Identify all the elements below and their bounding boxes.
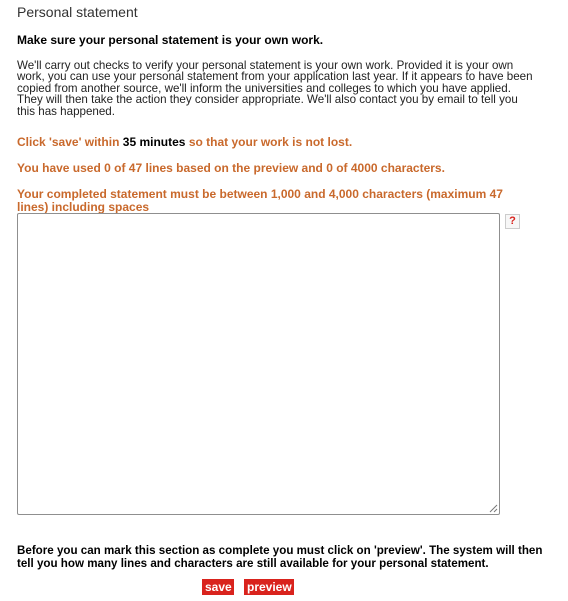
own-work-explanation: We'll carry out checks to verify your personal statement is your own work. Provided it is your own work, you can use your personal statement from your application last year. If it appears to have been copied from another source, we'll inform the universities and colleges to which you have applied. They will then take the action they consider appropriate. We'll also contact you by email to tell you this has happened. <box>17 59 533 118</box>
save-timer-notice <box>17 135 352 149</box>
personal-statement-textarea[interactable] <box>17 213 500 515</box>
save-button[interactable]: save <box>202 579 234 595</box>
timer-suffix: so that your work is not lost. <box>188 135 353 149</box>
usage-counter: You have used 0 of 47 lines based on the preview and 0 of 4000 characters. <box>17 161 445 175</box>
help-icon[interactable]: ? <box>505 214 520 229</box>
own-work-heading: Make sure your personal statement is your own work. <box>17 33 324 47</box>
length-requirement: Your completed statement must be between 1,000 and 4,000 characters (maximum 47 lines) including spaces <box>17 187 503 214</box>
timer-minutes: 35 minutes <box>122 135 186 149</box>
preview-button[interactable]: preview <box>244 579 294 595</box>
preview-instruction: Before you can mark this section as complete you must click on 'preview'. The system will then tell you how many lines and characters are still available for your personal statement. <box>17 544 543 570</box>
timer-prefix: Click 'save' within <box>17 135 120 149</box>
section-title: Personal statement <box>17 4 138 20</box>
